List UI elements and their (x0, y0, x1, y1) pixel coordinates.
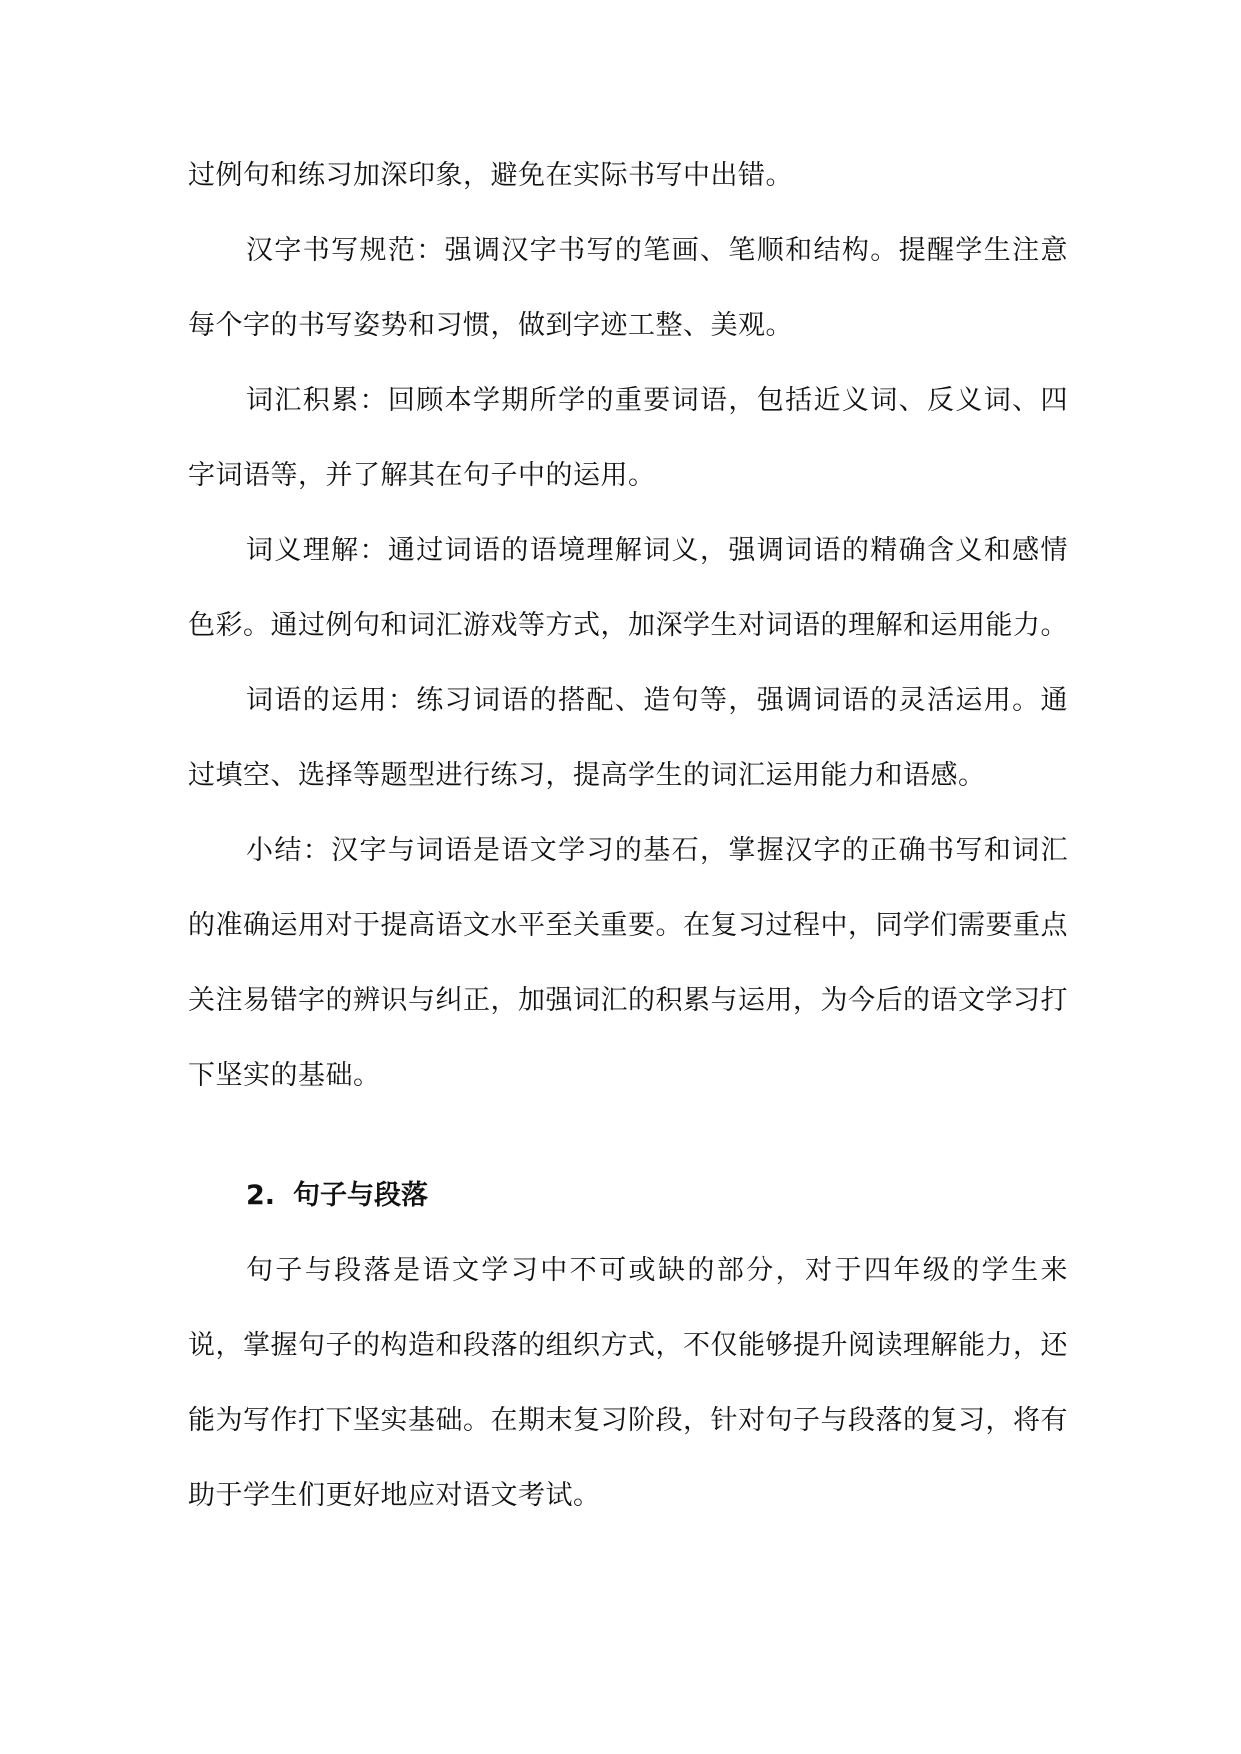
paragraph-section-intro: 句子与段落是语文学习中不可或缺的部分，对于四年级的学生来说，掌握句子的构造和段落的组织方式，不仅能够提升阅读理解能力，还能为写作打下坚实基础。在期末复习阶段，针对句子与段落的复习，将有助于学生们更好地应对语文考试。 (188, 1255, 1068, 1511)
section-heading (188, 1158, 1068, 1233)
section-number: 2. (246, 1180, 276, 1211)
document-body (188, 138, 1068, 1533)
paragraph-vocabulary: 词汇积累：回顾本学期所学的重要词语，包括近义词、反义词、四字词语等，并了解其在句子中的运用。 (188, 385, 1068, 491)
paragraph-word-usage: 词语的运用：练习词语的搭配、造句等，强调词语的灵活运用。通过填空、选择等题型进行练习，提高学生的词汇运用能力和语感。 (188, 685, 1068, 791)
paragraph-word-meaning: 词义理解：通过词语的语境理解词义，强调词语的精确含义和感情色彩。通过例句和词汇游戏等方式，加深学生对词语的理解和运用能力。 (188, 535, 1068, 641)
section-title: 句子与段落 (293, 1180, 429, 1211)
paragraph-continuation: 过例句和练习加深印象，避免在实际书写中出错。 (188, 160, 793, 191)
paragraph-hanzi-writing: 汉字书写规范：强调汉字书写的笔画、笔顺和结构。提醒学生注意每个字的书写姿势和习惯，做到字迹工整、美观。 (188, 235, 1068, 341)
paragraph-summary: 小结：汉字与词语是语文学习的基石，掌握汉字的正确书写和词汇的准确运用对于提高语文水平至关重要。在复习过程中，同学们需要重点关注易错字的辨识与纠正，加强词汇的积累与运用，为今后的语文学习打下坚实的基础。 (188, 835, 1068, 1091)
